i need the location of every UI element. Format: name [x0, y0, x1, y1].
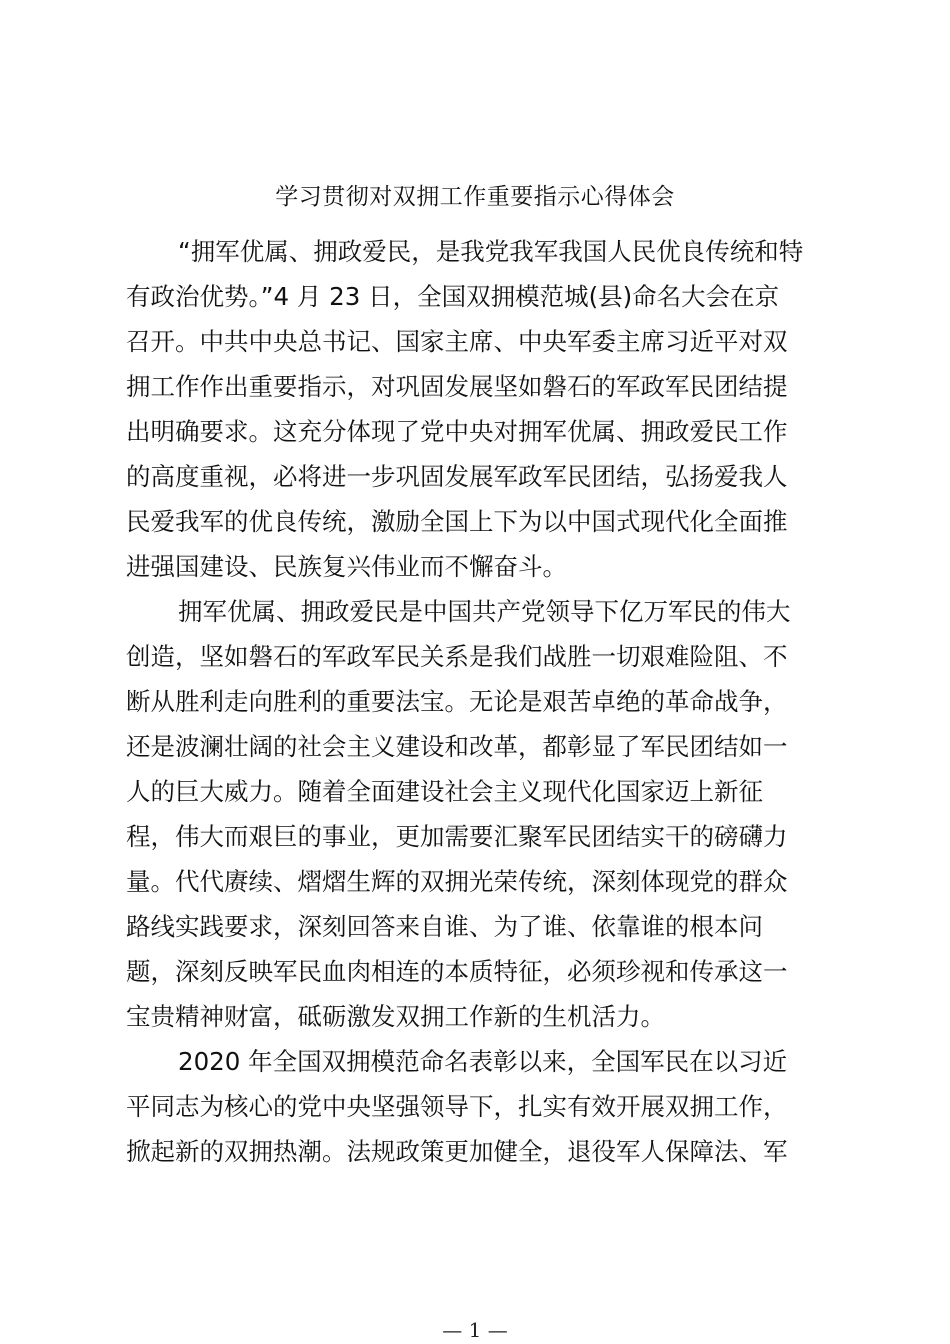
page-number: — 1 —: [442, 1318, 508, 1342]
body-line: 民爱我军的优良传统，激励全国上下为以中国式现代化全面推: [126, 507, 788, 536]
body-line: 拥工作作出重要指示，对巩固发展坚如磐石的军政军民团结提: [126, 372, 788, 401]
body-line: 出明确要求。这充分体现了党中央对拥军优属、拥政爱民工作: [126, 417, 788, 446]
body-line: 宝贵精神财富，砥砺激发双拥工作新的生机活力。: [126, 1002, 665, 1031]
body-line: 的高度重视，必将进一步巩固发展军政军民团结，弘扬爱我人: [126, 462, 788, 491]
document-body: [126, 229, 826, 1174]
body-line: 还是波澜壮阔的社会主义建设和改革，都彰显了军民团结如一: [126, 732, 788, 761]
body-line: 创造，坚如磐石的军政军民关系是我们战胜一切艰难险阻、不: [126, 642, 788, 671]
body-line: 进强国建设、民族复兴伟业而不懈奋斗。: [126, 552, 567, 581]
body-line: “拥军优属、拥政爱民，是我党我军我国人民优良传统和特: [178, 237, 804, 266]
body-line: 掀起新的双拥热潮。法规政策更加健全，退役军人保障法、军: [126, 1137, 788, 1166]
body-line: 2020 年全国双拥模范命名表彰以来，全国军民在以习近: [178, 1047, 788, 1076]
body-line: 断从胜利走向胜利的重要法宝。无论是艰苦卓绝的革命战争，: [126, 687, 788, 716]
body-line: 题，深刻反映军民血肉相连的本质特征，必须珍视和传承这一: [126, 957, 788, 986]
body-line: 路线实践要求，深刻回答来自谁、为了谁、依靠谁的根本问: [126, 912, 763, 941]
body-line: 量。代代赓续、熠熠生辉的双拥光荣传统，深刻体现党的群众: [126, 867, 788, 896]
body-line: 平同志为核心的党中央坚强领导下，扎实有效开展双拥工作，: [126, 1092, 788, 1121]
body-line: 有政治优势。”4 月 23 日，全国双拥模范城(县)命名大会在京: [126, 282, 780, 311]
body-line: 拥军优属、拥政爱民是中国共产党领导下亿万军民的伟大: [178, 597, 791, 626]
body-line: 召开。中共中央总书记、国家主席、中央军委主席习近平对双: [126, 327, 788, 356]
document-title: 学习贯彻对双拥工作重要指示心得体会: [275, 184, 675, 210]
body-line: 人的巨大威力。随着全面建设社会主义现代化国家迈上新征: [126, 777, 763, 806]
body-line: 程，伟大而艰巨的事业，更加需要汇聚军民团结实干的磅礴力: [126, 822, 788, 851]
